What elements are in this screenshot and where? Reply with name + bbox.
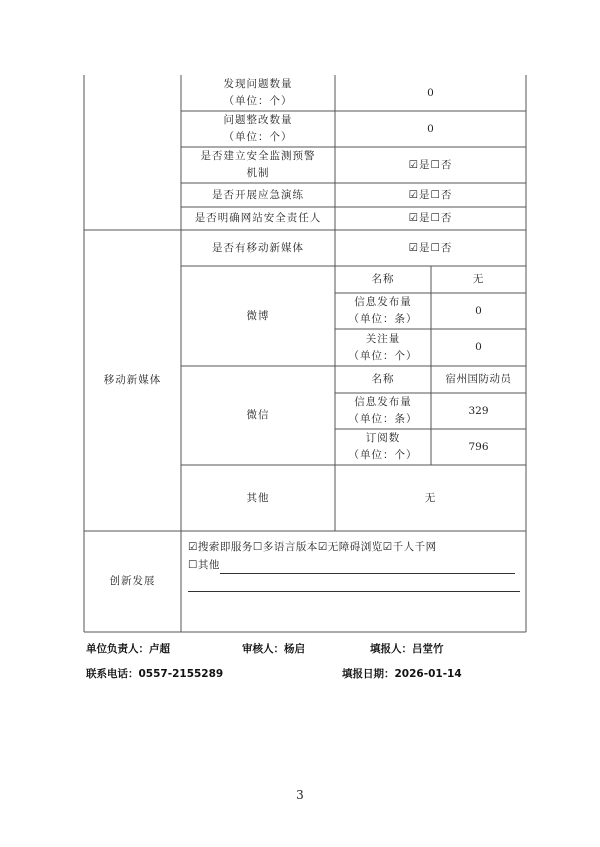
label-line: （单位：条）	[348, 413, 418, 425]
wechat-name-label: 名称	[371, 373, 395, 385]
fill-date: 填报日期：2026-01-14	[342, 668, 462, 680]
issues-fixed-label	[181, 111, 335, 147]
emergency-drill-label: 是否开展应急演练	[212, 188, 304, 201]
weibo-name-value: 无	[472, 273, 485, 285]
innovation-section-label: 创新发展	[109, 575, 156, 587]
wechat-label: 微信	[246, 409, 270, 421]
label-line: 订阅数	[365, 432, 401, 444]
label-line: 机制	[246, 167, 270, 179]
responsible-person-label: 是否明确网站安全责任人	[194, 212, 322, 224]
page-number: 3	[296, 788, 304, 802]
label-line: （单位：条）	[348, 313, 418, 325]
issues-found-label	[181, 75, 335, 111]
responsible-person-checkbox[interactable]: ☑是☐否	[408, 212, 453, 224]
has-new-media-checkbox[interactable]: ☑是☐否	[408, 241, 453, 254]
issues-found-value: 0	[427, 86, 434, 99]
wechat-subscribers-value: 796	[468, 440, 489, 453]
weibo-name-label: 名称	[371, 273, 395, 285]
innovation-blank-underline[interactable]	[188, 579, 520, 592]
label-line: 关注量	[365, 332, 401, 345]
innovation-blank-line	[188, 574, 523, 592]
label-line: 信息发布量	[354, 396, 412, 408]
wechat-posts-label	[335, 393, 431, 429]
label-line: （单位：个）	[348, 349, 418, 362]
weibo-posts-value: 0	[475, 304, 482, 317]
wechat-subscribers-label	[335, 429, 431, 465]
weibo-followers-label	[335, 329, 431, 366]
mobile-media-section-label: 移动新媒体	[103, 374, 162, 386]
weibo-posts-label	[335, 293, 431, 329]
wechat-posts-value: 329	[468, 404, 489, 417]
innovation-checkbox-line[interactable]: ☑搜索即服务☐多语言版本☑无障碍浏览☑千人千网	[188, 541, 437, 553]
issues-fixed-value: 0	[427, 122, 434, 135]
reviewer: 审核人：杨启	[242, 643, 305, 655]
filler: 填报人：吕堂竹	[370, 643, 444, 655]
monitoring-mechanism-label	[181, 147, 335, 183]
label-line: （单位：个）	[223, 95, 293, 107]
innovation-options	[188, 538, 523, 592]
label-line: （单位：个）	[348, 449, 418, 461]
label-line: 问题整改数量	[223, 114, 293, 126]
unit-head: 单位负责人：卢超	[86, 643, 170, 655]
label-line: 是否建立安全监测预警	[200, 150, 316, 162]
weibo-label: 微博	[246, 309, 270, 322]
contact-phone: 联系电话：0557-2155289	[86, 668, 224, 680]
innovation-other-checkbox[interactable]: ☐其他	[188, 559, 220, 571]
wechat-name-value: 宿州国防动员	[445, 373, 512, 385]
has-new-media-label: 是否有移动新媒体	[212, 241, 304, 254]
weibo-followers-value: 0	[475, 341, 482, 353]
label-line: 信息发布量	[354, 296, 412, 308]
innovation-other-line	[188, 556, 523, 574]
label-line: 发现问题数量	[223, 78, 293, 90]
monitoring-mechanism-checkbox[interactable]: ☑是☐否	[408, 158, 453, 171]
other-media-value: 无	[424, 491, 437, 504]
emergency-drill-checkbox[interactable]: ☑是☐否	[408, 188, 453, 201]
label-line: （单位：个）	[223, 131, 293, 143]
other-media-label: 其他	[246, 491, 270, 504]
innovation-other-underline[interactable]	[220, 561, 515, 574]
